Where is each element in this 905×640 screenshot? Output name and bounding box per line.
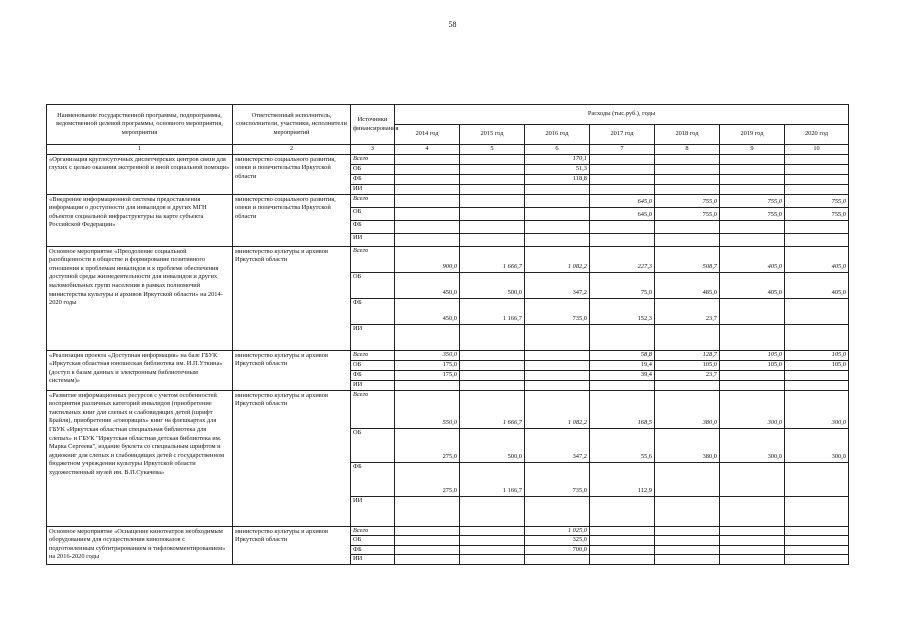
expense-value: 755,0	[720, 194, 785, 207]
executor-name: министерство культуры и архивов Иркутской области	[233, 350, 351, 390]
expense-value	[785, 536, 849, 546]
expense-value: 645,0	[590, 194, 655, 207]
expense-value	[785, 545, 849, 555]
expense-value	[720, 233, 785, 246]
expense-value	[785, 555, 849, 565]
table-row	[47, 246, 849, 272]
table-row	[47, 390, 849, 428]
expense-value: 755,0	[655, 194, 720, 207]
expense-value: 152,3	[590, 298, 655, 324]
funding-source: ИИ	[351, 555, 395, 565]
expense-value	[460, 545, 525, 555]
funding-source: ФБ	[351, 462, 395, 496]
funding-source: ИИ	[351, 184, 395, 194]
expense-value: 1 082,2	[525, 390, 590, 428]
expense-value: 508,7	[655, 246, 720, 272]
expense-value	[525, 555, 590, 565]
funding-source: ФБ	[351, 220, 395, 233]
expense-value: 347,2	[525, 428, 590, 462]
expense-value	[655, 184, 720, 194]
expense-value: 58,8	[590, 350, 655, 360]
expense-value	[395, 220, 460, 233]
column-index: 8	[655, 145, 720, 155]
expense-value: 168,5	[590, 390, 655, 428]
expense-value	[655, 555, 720, 565]
expense-value	[460, 380, 525, 390]
expense-value	[785, 154, 849, 164]
expense-value	[395, 380, 460, 390]
expense-value: 105,0	[785, 350, 849, 360]
funding-source: Всего	[351, 154, 395, 164]
program-name: Основное мероприятие «Преодоление социальной разобщенности в обществе и формирование позитивного отношения к проблемам инвалидов и к проблеме обеспечения доступной среды жизнедеятельности для инвалидов и других маломобильных групп населения в рамках полномочий министерства культуры и архивов Иркутской области» на 2014-2020 годы	[47, 246, 233, 350]
expense-value	[525, 360, 590, 370]
expense-value	[785, 164, 849, 174]
program-name: Основное мероприятие «Оснащение кинотеатров необходимым оборудованием для осуществления кинопоказов с подготовленным субтитрированием и тифлокомментированием» на 2016-2020 годы	[47, 526, 233, 564]
expense-value: 175,0	[395, 360, 460, 370]
expense-value	[590, 545, 655, 555]
expense-value	[720, 154, 785, 164]
expense-value: 275,0	[395, 462, 460, 496]
header-year: 2018 год	[655, 125, 720, 145]
expense-value	[720, 324, 785, 350]
expense-value: 405,0	[720, 272, 785, 298]
expense-value: 19,4	[590, 360, 655, 370]
header-year: 2020 год	[785, 125, 849, 145]
expense-value	[655, 324, 720, 350]
expense-value	[525, 324, 590, 350]
expense-value	[460, 184, 525, 194]
expense-value	[720, 536, 785, 546]
expense-value	[460, 350, 525, 360]
expense-value: 105,0	[655, 360, 720, 370]
expense-value	[720, 220, 785, 233]
expense-value: 900,0	[395, 246, 460, 272]
expense-value	[720, 184, 785, 194]
column-index: 10	[785, 145, 849, 155]
expense-value	[590, 164, 655, 174]
expense-value	[590, 174, 655, 184]
expense-value	[655, 154, 720, 164]
expense-value	[590, 555, 655, 565]
program-name: «Развитие информационных ресурсов с учетом особенностей восприятия различных категорий инвалидов (приобретение тактильных книг для слепых и слабовидящих детей (шрифт Брайля), приобретение «говорящих» книг на флешкартах для ГБУК «Иркутская областная специальная библиотека для слепых» и ГБУК "Иркутская областная детская библиотека им. Марка Сергеева", издание буклета со специальным шрифтом и аудиокниг для слепых и слабовидящих детей с государственном бюджетном учреждении культуры Иркутской области художественный музей им. В.П.Сукачева»	[47, 390, 233, 526]
funding-source: ОБ	[351, 207, 395, 220]
expense-value	[460, 233, 525, 246]
program-name: «Внедрение информационной системы предоставления информации о доступности для инвалидов и других МГН объектов социальной инфраструктуры на карте субъекта Российской Федерации»	[47, 194, 233, 246]
expense-value	[395, 545, 460, 555]
header-year: 2015 год	[460, 125, 525, 145]
expense-value: 75,0	[590, 272, 655, 298]
expense-value	[460, 496, 525, 526]
expense-value: 755,0	[785, 207, 849, 220]
expense-value	[460, 555, 525, 565]
expense-value	[460, 220, 525, 233]
funding-source: Всего	[351, 194, 395, 207]
expense-value: 405,0	[785, 272, 849, 298]
header-source: Источники финансирования	[351, 105, 395, 145]
expense-value	[590, 324, 655, 350]
expense-value: 735,0	[525, 298, 590, 324]
expense-value: 300,0	[720, 390, 785, 428]
header-expenses: Расходы (тыс.руб.), годы	[395, 105, 849, 125]
expense-value: 450,0	[395, 298, 460, 324]
expense-value: 380,0	[655, 390, 720, 428]
expense-value: 300,0	[720, 428, 785, 462]
funding-source: ИИ	[351, 496, 395, 526]
expense-value	[395, 324, 460, 350]
expense-value	[525, 370, 590, 380]
budget-table	[46, 104, 849, 565]
expense-value: 500,0	[460, 272, 525, 298]
expense-value	[460, 174, 525, 184]
program-name: «Организация круглосуточных диспетчерских центров связи для глухих с целью оказания экстренной и иной социальной помощи»	[47, 154, 233, 194]
funding-source: ОБ	[351, 536, 395, 546]
expense-value: 755,0	[720, 207, 785, 220]
expense-value	[785, 370, 849, 380]
column-index: 9	[720, 145, 785, 155]
expense-value	[395, 164, 460, 174]
expense-value: 1 666,7	[460, 390, 525, 428]
expense-value: 51,3	[525, 164, 590, 174]
expense-value: 1 025,0	[525, 526, 590, 536]
expense-value: 118,8	[525, 174, 590, 184]
expense-value	[655, 380, 720, 390]
funding-source: ФБ	[351, 545, 395, 555]
expense-value	[785, 526, 849, 536]
table-row	[47, 194, 849, 207]
expense-value	[460, 194, 525, 207]
expense-value: 105,0	[785, 360, 849, 370]
expense-value: 23,7	[655, 370, 720, 380]
table-row	[47, 154, 849, 164]
expense-value	[395, 194, 460, 207]
expense-value: 500,0	[460, 428, 525, 462]
expense-value	[395, 174, 460, 184]
expense-value: 1 666,7	[460, 246, 525, 272]
header-executor: Ответственный исполнитель, соисполнители, участники, исполнители мероприятий	[233, 105, 351, 145]
expense-value	[395, 536, 460, 546]
executor-name: министерство культуры и архивов Иркутской области	[233, 390, 351, 526]
expense-value	[460, 360, 525, 370]
funding-source: Всего	[351, 350, 395, 360]
header-year: 2016 год	[525, 125, 590, 145]
expense-value	[720, 462, 785, 496]
column-index: 6	[525, 145, 590, 155]
expense-value	[590, 536, 655, 546]
funding-source: Всего	[351, 526, 395, 536]
expense-value: 175,0	[395, 370, 460, 380]
expense-value: 700,0	[525, 545, 590, 555]
expense-value	[655, 462, 720, 496]
expense-value	[590, 526, 655, 536]
expense-value	[655, 526, 720, 536]
executor-name: министерство культуры и архивов Иркутской области	[233, 526, 351, 564]
funding-source: ОБ	[351, 428, 395, 462]
expense-value: 347,2	[525, 272, 590, 298]
expense-value: 105,0	[720, 360, 785, 370]
expense-value: 450,0	[395, 272, 460, 298]
page-number: 58	[448, 20, 457, 29]
expense-value	[720, 370, 785, 380]
expense-value	[525, 496, 590, 526]
expense-value	[525, 380, 590, 390]
expense-value: 128,7	[655, 350, 720, 360]
expense-value	[785, 220, 849, 233]
column-index: 4	[395, 145, 460, 155]
expense-value	[785, 233, 849, 246]
expense-value	[655, 496, 720, 526]
expense-value	[720, 164, 785, 174]
expense-value: 325,0	[525, 536, 590, 546]
column-index: 1	[47, 145, 233, 155]
expense-value	[720, 380, 785, 390]
funding-source: ИИ	[351, 380, 395, 390]
column-index: 3	[351, 145, 395, 155]
expense-value	[395, 496, 460, 526]
expense-value	[590, 380, 655, 390]
expense-value	[655, 233, 720, 246]
expense-value	[720, 298, 785, 324]
header-year: 2019 год	[720, 125, 785, 145]
expense-value	[655, 220, 720, 233]
header-year: 2014 год	[395, 125, 460, 145]
funding-source: ФБ	[351, 174, 395, 184]
column-index: 7	[590, 145, 655, 155]
expense-value: 405,0	[720, 246, 785, 272]
expense-value: 755,0	[655, 207, 720, 220]
expense-value	[785, 324, 849, 350]
expense-value	[655, 536, 720, 546]
expense-value	[720, 555, 785, 565]
column-index: 2	[233, 145, 351, 155]
expense-value: 227,3	[590, 246, 655, 272]
header-year: 2017 год	[590, 125, 655, 145]
expense-value	[590, 154, 655, 164]
funding-source: ОБ	[351, 272, 395, 298]
executor-name: министерство социального развития, опеки и попечительства Иркутской области	[233, 154, 351, 194]
expense-value: 755,0	[785, 194, 849, 207]
expense-value	[655, 545, 720, 555]
table-row	[47, 526, 849, 536]
funding-source: Всего	[351, 246, 395, 272]
expense-value	[395, 233, 460, 246]
expense-value: 1 166,7	[460, 462, 525, 496]
expense-value	[785, 174, 849, 184]
expense-value	[655, 164, 720, 174]
expense-value: 23,7	[655, 298, 720, 324]
expense-value	[785, 380, 849, 390]
expense-value	[395, 184, 460, 194]
expense-value: 550,0	[395, 390, 460, 428]
expense-value	[525, 184, 590, 194]
executor-name: министерство социального развития, опеки и попечительства Иркутской области	[233, 194, 351, 246]
expense-value	[525, 233, 590, 246]
expense-value	[525, 194, 590, 207]
expense-value: 105,0	[720, 350, 785, 360]
expense-value: 300,0	[785, 428, 849, 462]
expense-value	[460, 207, 525, 220]
funding-source: ФБ	[351, 298, 395, 324]
program-name: «Реализация проекта «Доступная информация» на базе ГБУК «Иркутская областная юношеская библиотека им. И.П.Уткина» (доступ к базам данных и электронным библиотечным системам)»	[47, 350, 233, 390]
expense-value	[395, 526, 460, 536]
funding-source: ИИ	[351, 324, 395, 350]
expense-value	[590, 184, 655, 194]
expense-value: 275,0	[395, 428, 460, 462]
expense-value	[525, 350, 590, 360]
expense-value	[590, 496, 655, 526]
expense-value: 380,0	[655, 428, 720, 462]
expense-value: 170,1	[525, 154, 590, 164]
expense-value	[720, 526, 785, 536]
expense-value	[525, 220, 590, 233]
expense-value	[460, 164, 525, 174]
expense-value	[590, 220, 655, 233]
expense-value: 735,0	[525, 462, 590, 496]
expense-value	[395, 154, 460, 164]
funding-source: ОБ	[351, 164, 395, 174]
expense-value	[460, 526, 525, 536]
expense-value: 645,0	[590, 207, 655, 220]
header-program: Наименование государственной программы, подпрограммы, ведомственной целевой программы, основного мероприятия, мероприятия	[47, 105, 233, 145]
expense-value	[460, 324, 525, 350]
expense-value	[525, 207, 590, 220]
executor-name: министерство культуры и архивов Иркутской области	[233, 246, 351, 350]
table-row	[47, 350, 849, 360]
expense-value	[720, 496, 785, 526]
expense-value: 39,4	[590, 370, 655, 380]
expense-value	[590, 233, 655, 246]
expense-value	[460, 370, 525, 380]
funding-source: ФБ	[351, 370, 395, 380]
expense-value	[785, 184, 849, 194]
expense-value	[395, 207, 460, 220]
expense-value: 300,0	[785, 390, 849, 428]
expense-value	[720, 174, 785, 184]
expense-value: 1 166,7	[460, 298, 525, 324]
funding-source: Всего	[351, 390, 395, 428]
expense-value: 350,0	[395, 350, 460, 360]
expense-value	[395, 555, 460, 565]
expense-value: 405,0	[785, 246, 849, 272]
column-index: 5	[460, 145, 525, 155]
expense-value	[655, 174, 720, 184]
expense-value: 485,0	[655, 272, 720, 298]
funding-source: ИИ	[351, 233, 395, 246]
expense-value: 55,6	[590, 428, 655, 462]
expense-value	[785, 496, 849, 526]
funding-source: ОБ	[351, 360, 395, 370]
expense-value	[460, 154, 525, 164]
expense-value	[720, 545, 785, 555]
expense-value	[460, 536, 525, 546]
expense-value: 112,9	[590, 462, 655, 496]
expense-value	[785, 298, 849, 324]
expense-value	[785, 462, 849, 496]
expense-value: 1 082,2	[525, 246, 590, 272]
